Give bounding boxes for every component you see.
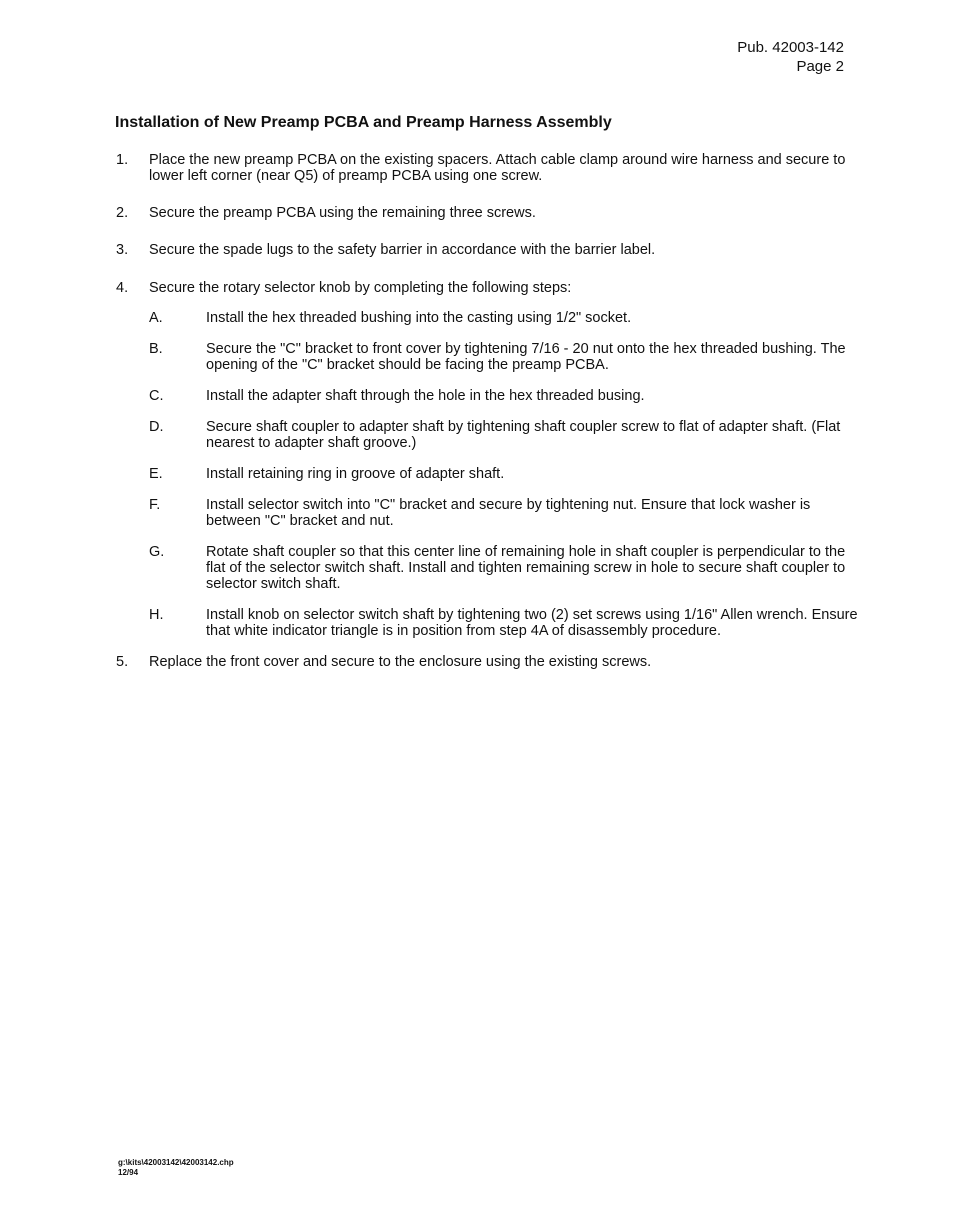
- step-text: Replace the front cover and secure to the enclosure using the existing screws.: [149, 654, 652, 670]
- step-text: Secure the spade lugs to the safety barrier in accordance with the barrier label.: [149, 242, 656, 258]
- step-2: [116, 205, 862, 221]
- substep-text: Install knob on selector switch shaft by tightening two (2) set screws using 1/16" Allen wrench. Ensure that white indicator triangle is in position from step 4A of disassembly procedure.: [206, 607, 858, 639]
- step-1: [116, 152, 862, 184]
- substep-f: [149, 497, 862, 529]
- substep-text: Install retaining ring in groove of adapter shaft.: [206, 466, 505, 482]
- step-3: [116, 242, 862, 258]
- page-footer: [118, 1158, 234, 1178]
- step-number: 4.: [116, 280, 129, 296]
- step-number: 3.: [116, 242, 129, 258]
- substep-h: [149, 607, 862, 639]
- substep-e: [149, 466, 862, 482]
- step-text: Place the new preamp PCBA on the existing spacers. Attach cable clamp around wire harness and secure to lower left corner (near Q5) of preamp PCBA using one screw.: [149, 152, 846, 184]
- substep-a: [149, 310, 862, 326]
- substep-text: Install selector switch into "C" bracket and secure by tightening nut. Ensure that lock washer is between "C" bracket and nut.: [206, 497, 811, 529]
- substep-g: [149, 544, 862, 592]
- substep-text: Secure the "C" bracket to front cover by tightening 7/16 - 20 nut onto the hex threaded bushing. The opening of the "C" bracket should be facing the preamp PCBA.: [206, 341, 846, 373]
- revision-date: 12/94: [118, 1168, 139, 1177]
- step-text: Secure the preamp PCBA using the remaining three screws.: [149, 205, 536, 221]
- page-header: [737, 38, 844, 76]
- publication-number: Pub. 42003-142: [737, 39, 844, 56]
- page-number: Page 2: [796, 58, 844, 75]
- section-title: Installation of New Preamp PCBA and Preamp Harness Assembly: [115, 114, 612, 131]
- substep-b: [149, 341, 862, 373]
- substep-text: Install the hex threaded bushing into the casting using 1/2" socket.: [206, 310, 632, 326]
- substep-letter: G.: [149, 544, 165, 560]
- step-5: [116, 654, 862, 670]
- substep-letter: H.: [149, 607, 164, 623]
- file-path: g:\kits\42003142\42003142.chp: [118, 1158, 234, 1167]
- substep-text: Install the adapter shaft through the hole in the hex threaded busing.: [206, 388, 645, 404]
- substep-d: [149, 419, 862, 451]
- substep-text: Secure shaft coupler to adapter shaft by tightening shaft coupler screw to flat of adapter shaft. (Flat nearest to adapter shaft groove.): [206, 419, 841, 451]
- substep-letter: C.: [149, 388, 164, 404]
- substep-list: [149, 310, 862, 639]
- step-number: 5.: [116, 654, 129, 670]
- substep-letter: B.: [149, 341, 163, 357]
- substep-text: Rotate shaft coupler so that this center line of remaining hole in shaft coupler is perpendicular to the flat of the selector switch shaft. Install and tighten remaining screw in hole to secure shaft coupler to selector switch shaft.: [206, 544, 846, 592]
- substep-letter: F.: [149, 497, 161, 513]
- step-text: Secure the rotary selector knob by completing the following steps:: [149, 280, 572, 296]
- step-number: 1.: [116, 152, 129, 168]
- substep-letter: A.: [149, 310, 163, 326]
- instruction-list: [116, 152, 862, 670]
- step-number: 2.: [116, 205, 129, 221]
- substep-letter: D.: [149, 419, 164, 435]
- substep-letter: E.: [149, 466, 163, 482]
- substep-c: [149, 388, 862, 404]
- step-4: [116, 280, 862, 639]
